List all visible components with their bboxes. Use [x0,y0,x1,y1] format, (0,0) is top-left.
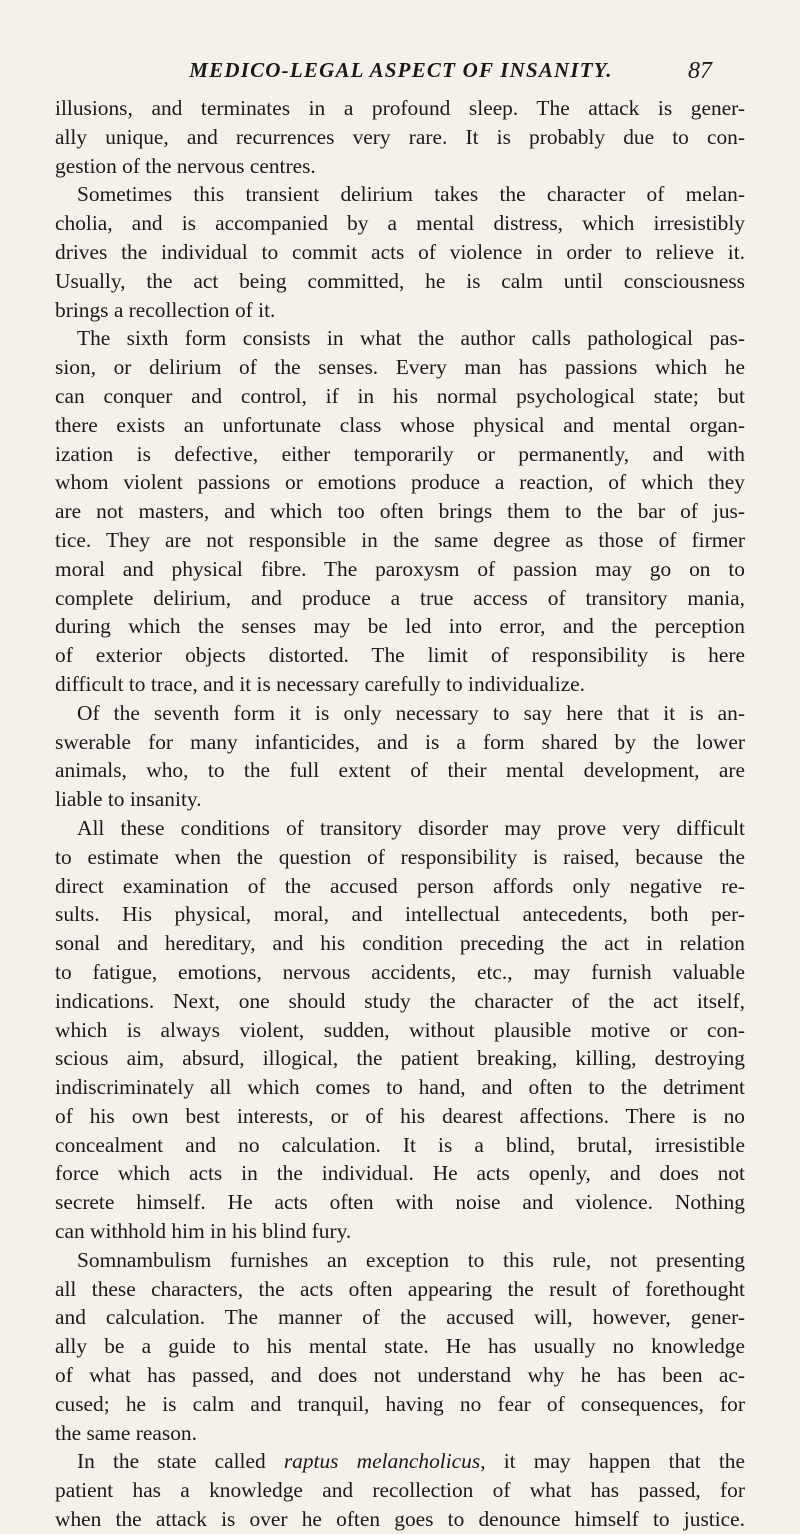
text-line: sion, or delirium of the senses. Every man has passions which he [55,355,745,380]
text-line: there exists an unfortunate class whose physical and mental organ- [55,412,745,437]
text-line: indiscriminately all which comes to hand, and often to the detriment [55,1075,745,1100]
text-line: concealment and no calculation. It is a blind, brutal, irresistible [55,1132,745,1157]
text-line: of his own best interests, or of his dearest affections. There is no [55,1103,745,1128]
text-line: which is always violent, sudden, without plausible motive or con- [55,1017,745,1042]
text-line: difficult to trace, and it is necessary carefully to individualize. [55,671,586,696]
text-line: indications. Next, one should study the character of the act itself, [55,988,745,1013]
text-line: whom violent passions or emotions produce a reaction, of which they [55,470,745,495]
body-text [55,94,745,1534]
text-line: can withhold him in his blind fury. [55,1219,352,1244]
running-title: MEDICO-LEGAL ASPECT OF INSANITY. [189,58,613,82]
text-line: of what has passed, and does not understand why he has been ac- [55,1363,745,1388]
text-line: Usually, the act being committed, he is calm until consciousness [55,268,745,293]
text-line: ally be a guide to his mental state. He has usually no knowledge [55,1334,745,1359]
text-line: liable to insanity. [55,787,202,812]
text-line: force which acts in the individual. He acts openly, and does not [55,1161,745,1186]
latin-term: raptus melancholicus [283,1449,481,1474]
text-line: moral and physical fibre. The paroxysm of passion may go on to [55,556,745,581]
text-segment: , it may happen that the [480,1449,745,1474]
page-header [90,58,712,92]
text-line: brings a recollection of it. [55,297,276,322]
text-line: sults. His physical, moral, and intellectual antecedents, both per- [55,902,745,927]
text-line: all these characters, the acts often appearing the result of forethought [55,1276,745,1301]
text-segment: In the state called [77,1449,284,1474]
text-line: illusions, and terminates in a profound sleep. The attack is gener- [55,96,745,120]
text-line: and calculation. The manner of the accused will, however, gener- [55,1305,745,1330]
text-line: are not masters, and which too often brings them to the bar of jus- [55,499,745,524]
page-number: 87 [688,58,712,84]
text-line: to fatigue, emotions, nervous accidents, etc., may furnish valuable [55,959,745,984]
text-line: gestion of the nervous centres. [55,153,316,178]
text-line: the same reason. [55,1420,197,1445]
text-line: Somnambulism furnishes an exception to this rule, not presenting [77,1247,745,1272]
text-line: Sometimes this transient delirium takes the character of melan- [77,182,745,207]
text-line: during which the senses may be led into error, and the perception [55,614,745,639]
text-line: animals, who, to the full extent of their mental development, are [55,758,745,783]
text-line: Of the seventh form it is only necessary to say here that it is an- [77,700,745,725]
text-line: when the attack is over he often goes to denounce himself to justice. [55,1507,745,1532]
text-line: cholia, and is accompanied by a mental distress, which irresistibly [55,211,745,236]
text-line: secrete himself. He acts often with noise and violence. Nothing [55,1190,745,1215]
text-line: complete delirium, and produce a true access of transitory mania, [55,585,745,610]
text-line: ization is defective, either temporarily or permanently, and with [55,441,745,466]
text-line: tice. They are not responsible in the same degree as those of firmer [55,527,745,552]
text-line: scious aim, absurd, illogical, the patient breaking, killing, destroying [55,1046,745,1071]
text-line: The sixth form consists in what the author calls pathological pas- [77,326,745,351]
text-line: sonal and hereditary, and his condition preceding the act in relation [55,931,745,956]
text-line: swerable for many infanticides, and is a form shared by the lower [55,729,745,754]
text-line: ally unique, and recurrences very rare. It is probably due to con- [55,124,745,149]
text-line: drives the individual to commit acts of violence in order to relieve it. [55,239,745,264]
text-line: to estimate when the question of responsibility is raised, because the [55,844,745,869]
text-line: patient has a knowledge and recollection of what has passed, for [55,1478,745,1503]
text-line: direct examination of the accused person affords only negative re- [55,873,745,898]
text-line: cused; he is calm and tranquil, having no fear of consequences, for [55,1391,745,1416]
text-line: All these conditions of transitory disorder may prove very difficult [77,815,745,840]
text-line: can conquer and control, if in his normal psychological state; but [55,383,745,408]
text-line: of exterior objects distorted. The limit of responsibility is here [55,643,745,668]
text-line [55,1447,745,1476]
